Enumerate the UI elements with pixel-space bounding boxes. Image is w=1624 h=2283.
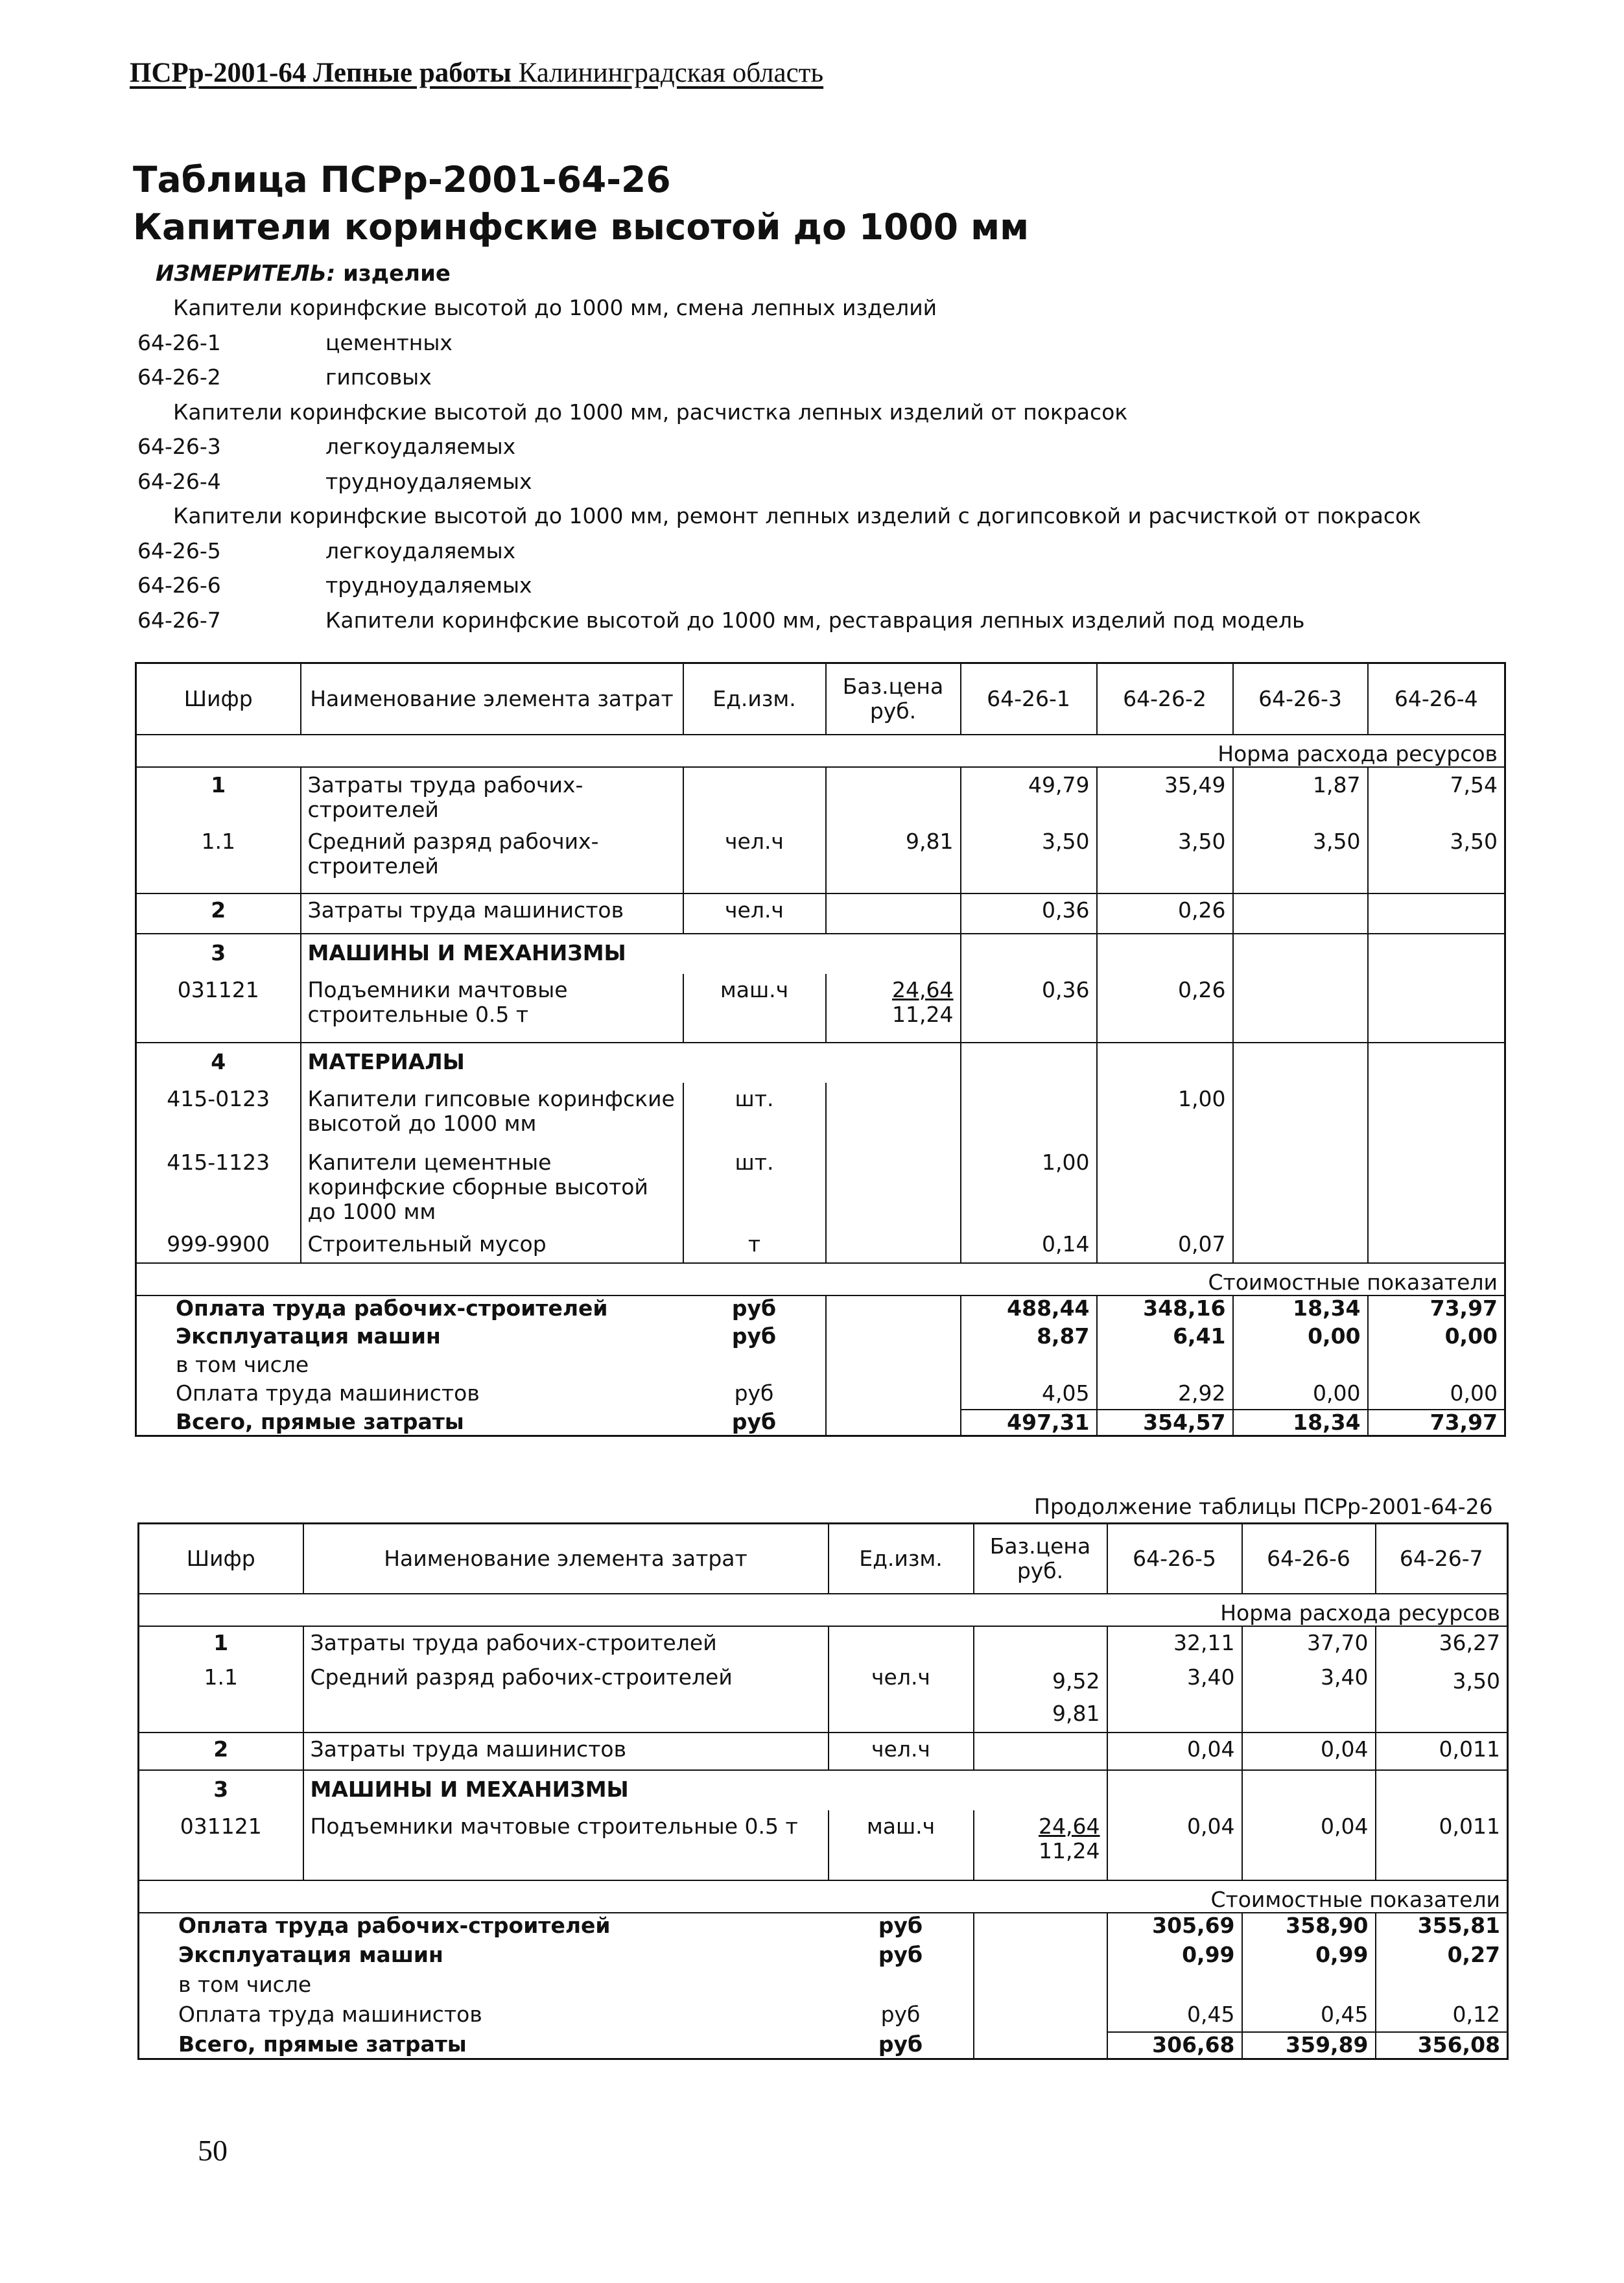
header-col: 64-26-3	[1233, 663, 1368, 735]
table-row: 1 Затраты труда рабочих-строителей 32,11 37,70 36,27	[139, 1626, 1508, 1665]
table-header-row	[139, 1524, 1508, 1594]
header-col: 64-26-5	[1107, 1524, 1242, 1594]
table-title: Таблица ПСРр-2001-64-26	[133, 159, 671, 200]
list-item: 64-26-1 цементных	[137, 329, 453, 355]
header-code: Шифр	[136, 663, 301, 735]
list-item: Капители коринфские высотой до 1000 мм, расчистка лепных изделий от покрасок	[173, 399, 1128, 425]
header-col: 64-26-4	[1368, 663, 1505, 735]
section-row	[136, 735, 1505, 767]
section-row: 3 МАШИНЫ И МЕХАНИЗМЫ	[139, 1770, 1508, 1810]
measure-line	[156, 261, 451, 287]
cost-row: Оплата труда машинистов руб 4,05 2,92 0,00 0,00	[136, 1381, 1505, 1410]
header-unit: Ед.изм.	[683, 663, 826, 735]
cost-label: Стоимостные показатели	[139, 1880, 1508, 1913]
measure-label: ИЗМЕРИТЕЛЬ:	[156, 261, 336, 287]
list-item: 64-26-2 гипсовых	[137, 364, 432, 390]
section-row: 4 МАТЕРИАЛЫ	[136, 1043, 1505, 1083]
header-col: 64-26-1	[961, 663, 1097, 735]
header-name: Наименование элемента затрат	[301, 663, 683, 735]
table-row: 031121 Подъемники мачтовые строительные 0.5 т маш.ч 24,64 11,24 0,04 0,04 0,011	[139, 1810, 1508, 1880]
list-item: Капители коринфские высотой до 1000 мм, смена лепных изделий	[173, 295, 937, 320]
cost-label: Стоимостные показатели	[136, 1263, 1505, 1295]
measure-value: изделие	[343, 261, 451, 287]
cost-row: в том числе	[136, 1353, 1505, 1381]
cost-row: Эксплуатация машин руб 8,87 6,41 0,00 0,00	[136, 1324, 1505, 1353]
table-header-row	[136, 663, 1505, 735]
table-row: 415-0123 Капители гипсовые коринфские высотой до 1000 мм шт. 1,00	[136, 1083, 1505, 1148]
header-unit: Ед.изм.	[829, 1524, 974, 1594]
table-row: 415-1123 Капители цементные коринфские сборные высотой до 1000 мм шт. 1,00	[136, 1148, 1505, 1232]
resource-table-1	[135, 662, 1506, 1437]
table-row: 999-9900 Строительный мусор т 0,14 0,07	[136, 1232, 1505, 1263]
section-row	[136, 1263, 1505, 1295]
table-row: 2 Затраты труда машинистов чел.ч 0,36 0,26	[136, 893, 1505, 934]
table-row: 031121 Подъемники мачтовые строительные 0.5 т маш.ч 24,64 11,24 0,36 0,26	[136, 974, 1505, 1043]
header-price: Баз.цена руб.	[974, 1524, 1107, 1594]
norm-label: Норма расхода ресурсов	[139, 1594, 1508, 1626]
header-name: Наименование элемента затрат	[303, 1524, 829, 1594]
table-subtitle: Капители коринфские высотой до 1000 мм	[133, 206, 1030, 248]
description-list	[137, 290, 1531, 637]
section-row	[139, 1594, 1508, 1626]
header-col: 64-26-2	[1097, 663, 1233, 735]
norm-label: Норма расхода ресурсов	[136, 735, 1505, 767]
header-col: 64-26-7	[1376, 1524, 1508, 1594]
header-section: Лепные работы	[313, 58, 512, 88]
header-price: Баз.цена руб.	[826, 663, 961, 735]
header-col: 64-26-6	[1242, 1524, 1376, 1594]
section-row: 3 МАШИНЫ И МЕХАНИЗМЫ	[136, 934, 1505, 974]
list-item: 64-26-3 легкоудаляемых	[137, 434, 516, 459]
table-row: 2 Затраты труда машинистов чел.ч 0,04 0,04 0,011	[139, 1733, 1508, 1770]
table-row: 1.1 Средний разряд рабочих-строителей чел.ч 9,52 9,81 3,40 3,40 3,50	[139, 1665, 1508, 1733]
list-item: 64-26-4 трудноудаляемых	[137, 468, 532, 494]
cost-row: Оплата труда машинистов руб 0,45 0,45 0,12	[139, 2002, 1508, 2032]
page-number: 50	[198, 2134, 228, 2167]
list-item: Капители коринфские высотой до 1000 мм, ремонт лепных изделий с догипсовкой и расчисткой от покрасок	[173, 503, 1422, 528]
list-item: 64-26-5 легкоудаляемых	[137, 538, 516, 563]
resource-table-2	[137, 1522, 1509, 2060]
list-item: 64-26-6 трудноудаляемых	[137, 573, 532, 598]
cost-row: Эксплуатация машин руб 0,99 0,99 0,27	[139, 1943, 1508, 1972]
cost-row: Оплата труда рабочих-строителей руб 488,44 348,16 18,34 73,97	[136, 1295, 1505, 1324]
header-region: Калининградская область	[518, 58, 824, 88]
list-item: 64-26-7 Капители коринфские высотой до 1000 мм, реставрация лепных изделий под модель	[137, 607, 1305, 633]
cost-row: Всего, прямые затраты руб 497,31 354,57 18,34 73,97	[136, 1410, 1505, 1436]
header-code: ПСРр-2001-64	[130, 58, 307, 88]
table-row: 1.1 Средний разряд рабочих-строителей чел.ч 9,81 3,50 3,50 3,50 3,50	[136, 825, 1505, 893]
section-row	[139, 1880, 1508, 1913]
running-header	[130, 57, 823, 89]
cost-row: Оплата труда рабочих-строителей руб 305,69 358,90 355,81	[139, 1913, 1508, 1943]
header-code: Шифр	[139, 1524, 303, 1594]
table-row: 1 Затраты труда рабочих-строителей 49,79 35,49 1,87 7,54	[136, 767, 1505, 825]
cost-row: в том числе	[139, 1972, 1508, 2002]
cost-row: Всего, прямые затраты руб 306,68 359,89 356,08	[139, 2032, 1508, 2059]
continuation-label: Продолжение таблицы ПСРр-2001-64-26	[1034, 1494, 1493, 1519]
